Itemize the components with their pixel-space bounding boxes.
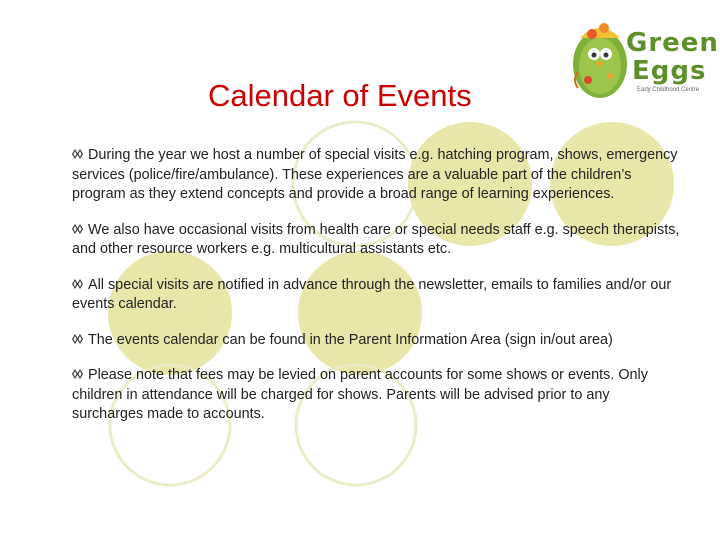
bullet-item-2 xyxy=(72,221,682,260)
bullet-item-1 xyxy=(72,146,682,205)
bullet-text: The events calendar can be found in the Parent Information Area (sign in/out area) xyxy=(88,331,613,348)
bullet-text: During the year we host a number of special visits e.g. hatching program, shows, emergency services (police/fire/ambulance). These experiences are a valuable part of the children’s program as they extend concepts and provide a broad range of learning experiences. xyxy=(72,147,678,202)
logo-tagline: Early Childhood Centre xyxy=(637,87,700,93)
bullet-text: All special visits are notified in advance through the newsletter, emails to families and/or our events calendar. xyxy=(72,276,672,312)
diamond-bullet-icon xyxy=(72,223,86,235)
diamond-bullet-icon xyxy=(72,333,86,345)
bullet-item-3 xyxy=(72,276,682,315)
logo-wordmark-green: Green xyxy=(626,28,719,58)
diamond-bullet-icon xyxy=(72,148,86,160)
logo-wordmark-eggs: Eggs xyxy=(632,56,707,86)
bullet-list xyxy=(72,146,682,441)
diamond-bullet-icon xyxy=(72,278,86,290)
bullet-item-4 xyxy=(72,331,682,351)
diamond-bullet-icon xyxy=(72,368,86,380)
page-title: Calendar of Events xyxy=(208,78,472,113)
bullet-text: We also have occasional visits from health care or special needs staff e.g. speech therapists, and other resource workers e.g. multicultural assistants etc. xyxy=(72,221,680,257)
bullet-text: Please note that fees may be levied on parent accounts for some shows or events. Only children in attendance will be charged for shows. Parents will be advised prior to any surcharges made to accounts. xyxy=(72,367,648,422)
bullet-item-5 xyxy=(72,366,682,425)
